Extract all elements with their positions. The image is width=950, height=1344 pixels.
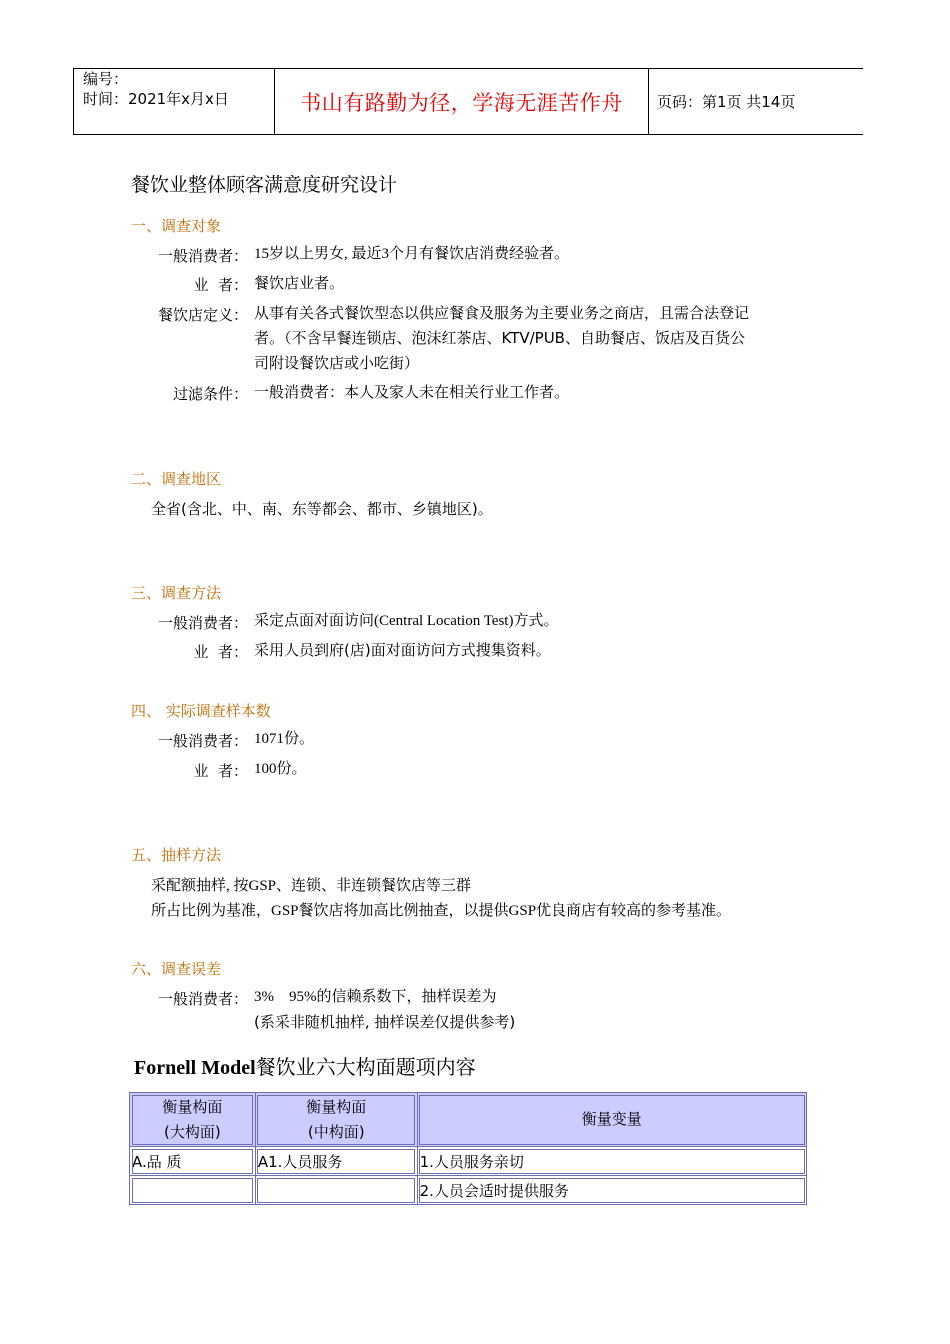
section-heading-5: 五、抽样方法 (131, 846, 222, 864)
section-heading-2: 二、调查地区 (131, 470, 222, 488)
section-heading-6: 六、调查误差 (131, 960, 222, 978)
table-cell: 1.人员服务亲切 (417, 1147, 806, 1176)
s6-label-consumer: 一般消费者： (157, 990, 248, 1008)
table-cell (130, 1176, 256, 1205)
s6-line-2: (系采非随机抽样, 抽样误差仅提供参考) (254, 1013, 516, 1031)
s4-value-consumer: 1071份。 (254, 731, 315, 747)
table-cell: 2.人员会适时提供服务 (417, 1176, 806, 1205)
page-header (73, 68, 863, 135)
s3-value-operator: 采用人员到府(店)面对面访问方式搜集资料。 (254, 641, 551, 659)
section-heading-1: 一、调查对象 (131, 217, 222, 235)
s4-label-operator: 业 者： (193, 762, 248, 780)
s1-value-definition-3: 司附设餐饮店或小吃街） (254, 354, 420, 372)
header-cell-variable (417, 1093, 806, 1147)
table-cell: A.品 质 (130, 1147, 256, 1176)
s2-text: 全省(含北、中、南、东等都会、都市、乡镇地区)。 (151, 500, 493, 518)
header-cell-major (130, 1093, 256, 1147)
table-header-row (130, 1093, 807, 1147)
doc-title: 餐饮业整体顾客满意度研究设计 (131, 174, 398, 196)
header-major-line1: 衡量构面 (162, 1097, 223, 1116)
s5-line-1: 采配额抽样, 按GSP、连锁、非连锁餐饮店等三群 (151, 878, 472, 894)
s1-value-consumer: 15岁以上男女, 最近3个月有餐饮店消费经验者。 (254, 246, 570, 262)
s3-label-consumer: 一般消费者： (157, 614, 248, 632)
model-title-rest: 餐饮业六大构面题项内容 (255, 1055, 476, 1079)
s1-label-filter: 过滤条件： (172, 385, 248, 403)
s1-label-operator: 业 者： (193, 276, 248, 294)
page-info: 页码：第1页 共14页 (657, 93, 796, 111)
section-heading-3: 三、调查方法 (131, 584, 222, 602)
s1-label-definition: 餐饮店定义： (157, 306, 248, 324)
section-heading-4: 四、 实际调查样本数 (131, 702, 271, 720)
header-cell-middle (255, 1093, 417, 1147)
s4-value-operator: 100份。 (254, 761, 307, 777)
s3-label-operator: 业 者： (193, 643, 248, 661)
header-major-line2: (大构面) (164, 1122, 221, 1141)
table-row (130, 1147, 807, 1176)
number-label: 编号： (83, 70, 129, 88)
table-cell (255, 1176, 417, 1205)
model-title (134, 1051, 476, 1080)
s5-line-2: 所占比例为基准，GSP餐饮店将加高比例抽查，以提供GSP优良商店有较高的参考基准。 (151, 903, 732, 919)
header-motto: 书山有路勤为径，学海无涯苦作舟 (275, 69, 649, 134)
header-middle-line1: 衡量构面 (306, 1097, 367, 1116)
s1-value-operator: 餐饮店业者。 (254, 274, 345, 292)
table-cell: A1.人员服务 (255, 1147, 417, 1176)
s1-label-consumer: 一般消费者： (157, 247, 248, 265)
time-label: 时间：2021年x月x日 (83, 90, 229, 108)
s4-label-consumer: 一般消费者： (157, 732, 248, 750)
header-variable-line1: 衡量变量 (581, 1110, 642, 1128)
s3-value-consumer: 采定点面对面访问(Central Location Test)方式。 (254, 613, 559, 629)
s1-value-definition-2: 者。（不含早餐连锁店、泡沫红茶店、KTV/PUB、自助餐店、饭店及百货公 (254, 329, 745, 347)
header-meta (74, 69, 275, 134)
header-middle-line2: (中构面) (307, 1122, 365, 1141)
s6-line-1: 3% 95%的信赖系数下，抽样误差为 (254, 989, 497, 1005)
model-table (129, 1092, 807, 1205)
table-row (130, 1176, 807, 1205)
model-title-latin: Fornell Model (134, 1057, 256, 1079)
s1-value-filter: 一般消费者：本人及家人未在相关行业工作者。 (254, 383, 570, 401)
s1-value-definition-1: 从事有关各式餐饮型态以供应餐食及服务为主要业务之商店，且需合法登记 (254, 304, 750, 322)
